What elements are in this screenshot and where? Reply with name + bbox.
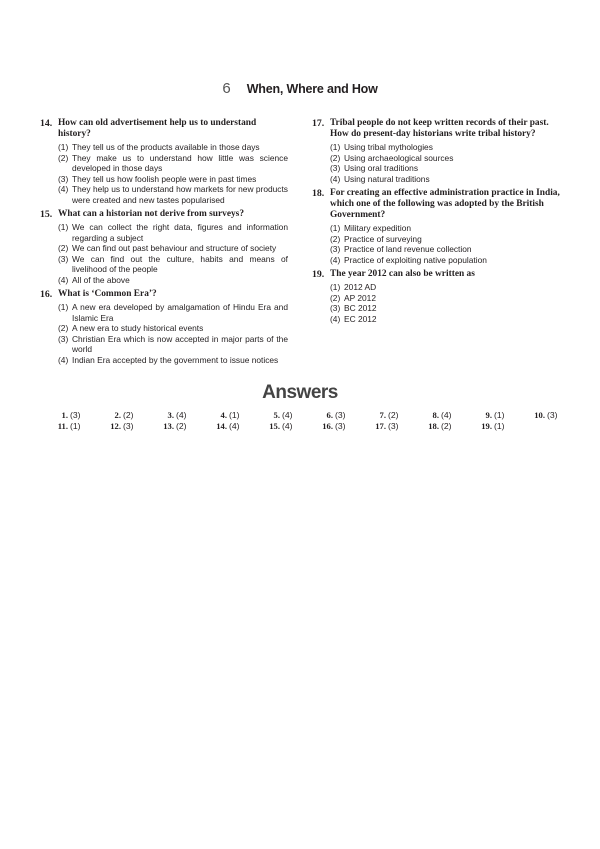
page-number: 6	[222, 80, 231, 97]
option-number: (4)	[58, 184, 69, 194]
answers-heading: Answers	[262, 382, 338, 403]
answer-option: (3)	[335, 410, 346, 420]
answer-question-number: 4.	[220, 410, 227, 420]
option-item	[330, 142, 560, 153]
option-list	[58, 222, 288, 285]
option-item	[58, 355, 288, 366]
answer-option: (1)	[229, 410, 240, 420]
option-item	[330, 234, 560, 245]
option-number: (1)	[330, 282, 341, 292]
answer-cell	[154, 410, 207, 421]
question-text: The year 2012 can also be written as	[330, 269, 475, 279]
answer-question-number: 9.	[485, 410, 492, 420]
option-item	[58, 323, 288, 334]
option-number: (2)	[330, 233, 341, 244]
option-number: (2)	[58, 243, 69, 253]
answer-question-number: 16.	[322, 421, 333, 431]
answer-cell	[260, 410, 313, 421]
page-header	[0, 80, 600, 98]
option-text: Using natural traditions	[344, 173, 430, 184]
answer-option: (2)	[388, 410, 399, 420]
answer-question-number: 19.	[481, 421, 492, 431]
option-item	[58, 142, 288, 153]
answer-cell	[101, 421, 154, 432]
question-text: What is ‘Common Era’?	[58, 289, 157, 299]
question-item	[312, 269, 560, 324]
answer-option: (1)	[70, 421, 81, 431]
option-list	[330, 282, 560, 324]
question-item	[312, 188, 560, 265]
answer-cell	[48, 410, 101, 421]
option-list	[58, 142, 288, 205]
option-number: (1)	[330, 142, 341, 152]
question-header	[40, 209, 288, 220]
answer-question-number: 14.	[216, 421, 227, 431]
answer-question-number: 5.	[273, 410, 280, 420]
question-item	[40, 118, 288, 205]
answer-question-number: 8.	[432, 410, 439, 420]
right-question-column	[312, 118, 560, 328]
option-text: Practice of land revenue collection	[344, 244, 472, 254]
answer-option: (3)	[70, 410, 81, 420]
option-number: (3)	[58, 253, 69, 264]
question-item	[40, 289, 288, 365]
option-item	[58, 174, 288, 185]
answer-option: (4)	[441, 410, 452, 420]
option-text: Indian Era accepted by the government to issue notices	[72, 354, 279, 365]
question-text: How can old advertisement help us to understand history?	[58, 118, 257, 139]
option-item	[58, 243, 288, 254]
question-item	[40, 209, 288, 285]
question-text: For creating an effective administration practice in India, which one of the following was adopted by the British Government?	[330, 188, 560, 220]
answer-cell	[154, 421, 207, 432]
option-item	[330, 153, 560, 164]
answer-question-number: 12.	[110, 421, 121, 431]
option-number: (1)	[58, 302, 69, 312]
option-text: We can find out the culture, habits and means of livelihood of the people	[72, 253, 288, 274]
answer-option: (4)	[282, 410, 293, 420]
option-number: (2)	[58, 152, 69, 163]
answer-option: (2)	[176, 421, 187, 431]
option-number: (3)	[330, 163, 341, 173]
answer-cell	[207, 421, 260, 432]
question-header	[312, 118, 560, 140]
answer-option: (4)	[229, 421, 240, 431]
option-number: (1)	[58, 222, 69, 232]
option-text: Using oral traditions	[344, 163, 419, 173]
option-item	[330, 255, 560, 266]
answer-cell	[260, 421, 313, 432]
answer-cell	[472, 410, 525, 421]
left-question-column	[40, 118, 288, 369]
option-number: (2)	[58, 323, 69, 333]
answer-cell	[525, 410, 578, 421]
option-item	[58, 184, 288, 205]
option-item	[330, 314, 560, 325]
option-text: A new era to study historical events	[72, 323, 204, 333]
question-item	[312, 118, 560, 184]
option-text: Christian Era which is now accepted in major parts of the world	[72, 333, 288, 354]
option-list	[330, 142, 560, 184]
answer-option: (4)	[176, 410, 187, 420]
question-number: 18.	[312, 188, 325, 199]
option-item	[330, 163, 560, 174]
option-list	[330, 223, 560, 265]
option-text: They tell us how foolish people were in past times	[72, 173, 257, 184]
answer-option: (1)	[494, 410, 505, 420]
answer-option: (2)	[123, 410, 134, 420]
option-text: EC 2012	[344, 313, 377, 324]
answer-option: (2)	[441, 421, 452, 431]
option-item	[58, 222, 288, 243]
answer-cell	[419, 421, 472, 432]
answer-question-number: 3.	[167, 410, 174, 420]
option-text: Practice of exploiting native population	[344, 254, 487, 265]
answer-key	[48, 410, 568, 432]
option-number: (1)	[330, 223, 341, 233]
option-number: (4)	[330, 173, 341, 184]
option-number: (3)	[58, 333, 69, 344]
answer-option: (3)	[123, 421, 134, 431]
option-number: (2)	[330, 292, 341, 303]
answer-row	[48, 410, 568, 421]
option-number: (3)	[330, 244, 341, 254]
option-number: (3)	[330, 303, 341, 313]
answer-question-number: 13.	[163, 421, 174, 431]
question-text: Tribal people do not keep written records of their past. How do present-day historians write tribal history?	[330, 118, 549, 139]
option-text: A new era developed by amalgamation of Hindu Era and Islamic Era	[72, 302, 288, 323]
answer-option: (3)	[547, 410, 558, 420]
answer-cell	[207, 410, 260, 421]
option-item	[330, 244, 560, 255]
answer-row	[48, 421, 568, 432]
option-item	[58, 334, 288, 355]
answer-cell	[101, 410, 154, 421]
option-text: All of the above	[72, 274, 130, 285]
answer-option: (1)	[494, 421, 505, 431]
option-text: 2012 AD	[344, 282, 377, 292]
option-number: (2)	[330, 152, 341, 163]
question-number: 16.	[40, 289, 53, 300]
option-text: We can find out past behaviour and structure of society	[72, 243, 277, 253]
question-text: What can a historian not derive from surveys?	[58, 209, 245, 219]
question-number: 17.	[312, 118, 325, 129]
option-item	[330, 293, 560, 304]
answer-question-number: 10.	[534, 410, 545, 420]
answer-cell	[313, 421, 366, 432]
option-number: (4)	[58, 274, 69, 285]
answer-question-number: 1.	[61, 410, 68, 420]
option-item	[58, 254, 288, 275]
option-text: They tell us of the products available in those days	[72, 142, 260, 152]
option-text: They make us to understand how little was science developed in those days	[72, 152, 288, 173]
question-number: 14.	[40, 118, 53, 129]
answer-cell	[472, 421, 525, 432]
question-number: 15.	[40, 209, 53, 220]
option-item	[330, 282, 560, 293]
option-text: Military expedition	[344, 223, 412, 233]
question-header	[40, 289, 288, 300]
answer-cell	[313, 410, 366, 421]
answer-question-number: 15.	[269, 421, 280, 431]
option-text: AP 2012	[344, 292, 376, 303]
option-item	[330, 174, 560, 185]
chapter-title: When, Where and How	[246, 82, 378, 96]
option-list	[58, 302, 288, 365]
question-header	[312, 188, 560, 221]
option-text: BC 2012	[344, 303, 377, 313]
answer-cell	[419, 410, 472, 421]
option-text: They help us to understand how markets for new products were created and new tastes popularised	[72, 184, 288, 205]
answer-cell	[366, 421, 419, 432]
answer-cell	[366, 410, 419, 421]
answer-cell	[48, 421, 101, 432]
option-text: Practice of surveying	[344, 233, 422, 244]
option-item	[58, 153, 288, 174]
answer-question-number: 7.	[379, 410, 386, 420]
answer-question-number: 11.	[57, 421, 68, 431]
option-item	[330, 303, 560, 314]
option-text: We can collect the right data, figures and information regarding a subject	[72, 222, 288, 243]
option-text: Using tribal mythologies	[344, 142, 433, 152]
answer-question-number: 18.	[428, 421, 439, 431]
question-header	[312, 269, 560, 280]
question-number: 19.	[312, 269, 325, 280]
option-item	[58, 302, 288, 323]
option-text: Using archaeological sources	[344, 152, 454, 163]
option-number: (4)	[330, 313, 341, 324]
option-number: (4)	[330, 254, 341, 265]
answer-option: (3)	[388, 421, 399, 431]
question-header	[40, 118, 288, 140]
option-number: (3)	[58, 173, 69, 184]
option-item	[330, 223, 560, 234]
option-item	[58, 275, 288, 286]
answer-question-number: 6.	[326, 410, 333, 420]
option-number: (1)	[58, 142, 69, 152]
answer-option: (4)	[282, 421, 293, 431]
answer-option: (3)	[335, 421, 346, 431]
option-number: (4)	[58, 354, 69, 365]
answer-question-number: 2.	[114, 410, 121, 420]
answer-question-number: 17.	[375, 421, 386, 431]
